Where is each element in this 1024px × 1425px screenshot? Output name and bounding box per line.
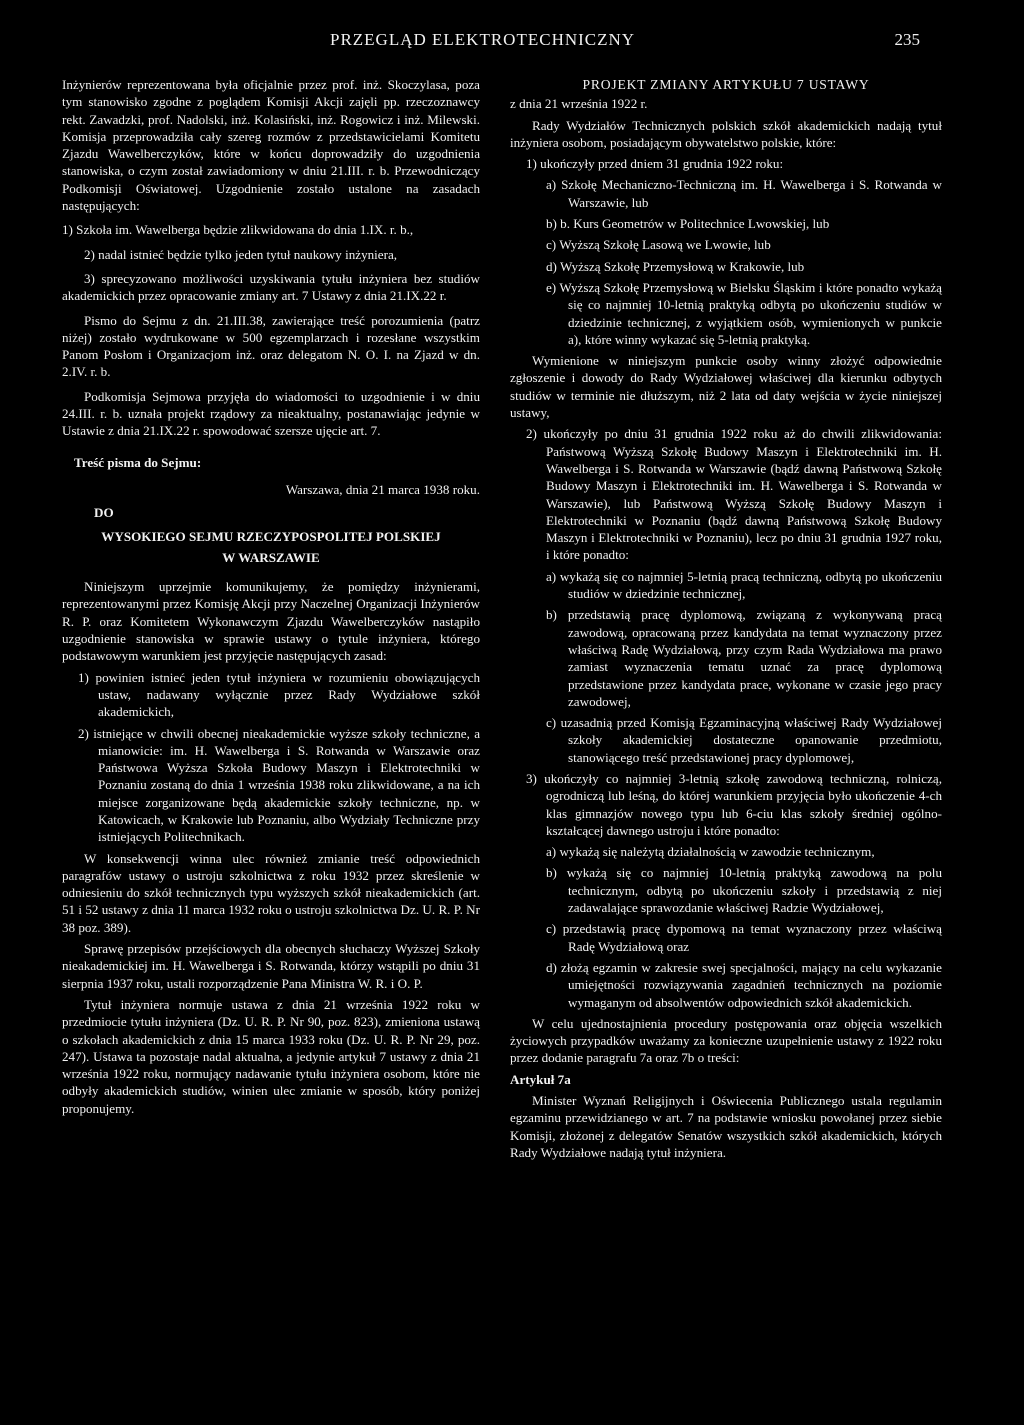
paragraph: Niniejszym uprzejmie komunikujemy, że pomiędzy inżynierami, reprezentowanymi przez Komisję Akcji przy Naczelnej Organizacji Inżynierów R. P. oraz Komitetem Wykonawczym Zjazdu Wawelberczyków nastąpiło uzgodnienie stanowiska w sprawie ustawy o tytule inżyniera, którego podstawowym warunkiem jest przyjęcie następujących zasad: bbox=[62, 579, 480, 664]
list-item: a) Szkołę Mechaniczno-Techniczną im. H. Wawelberga i S. Rotwanda w Warszawie, lub bbox=[546, 177, 942, 210]
letter-date: Warszawa, dnia 21 marca 1938 roku. bbox=[285, 481, 480, 497]
paragraph: Sprawę przepisów przejściowych dla obecnych słuchaczy Wyższej Szkoły nieakademickiej im. H. Wawelberga i S. Rotwanda, którzy wstąpili po dniu 31 sierpnia 1937 roku, ustali rozporządzenie Pana Ministra W. R. i O. P. bbox=[62, 941, 480, 991]
list-item: a) wykażą się co najmniej 5-letnią pracą techniczną, odbytą po ukończeniu studiów w dziedzinie technicznej, bbox=[546, 568, 942, 602]
letter-heading: Treść pisma do Sejmu: bbox=[74, 454, 202, 470]
paragraph: W konsekwencji winna ulec również zmianie treść odpowiednich paragrafów ustawy o ustroju szkolnictwa z roku 1932 przez skreślenie w odniesieniu do szkół technicznych typu wyższych szkół nieakademickich (art. 51 i 52 ustawy z dnia 11 marca 1932 roku o ustroju szkolnictwa Dz. U. R. P. Nr 38 poz. 389). bbox=[62, 850, 480, 935]
list-item: 3) sprecyzowano możliwości uzyskiwania tytułu inżyniera bez studiów akademickich przez opracowanie zmiany art. 7 Ustawy z dnia 21.IX.22 r. bbox=[62, 270, 480, 304]
list-item: b) b. Kurs Geometrów w Politechnice Lwowskiej, lub bbox=[546, 216, 830, 232]
article-heading: Artykuł 7a bbox=[510, 1071, 571, 1087]
paragraph: W celu ujednostajnienia procedury postępowania oraz objęcia wszelkich życiowych przypadków uważamy za konieczne uzupełnienie ustawy z 1922 roku przez dodanie paragrafu 7a oraz 7b o treści: bbox=[510, 1015, 942, 1066]
list-item: 1) Szkoła im. Wawelberga będzie zlikwidowana do dnia 1.IX. r. b., bbox=[62, 222, 414, 238]
list-item: a) wykażą się należytą działalnością w zawodzie technicznym, bbox=[546, 844, 875, 860]
list-item: 1) ukończyły przed dniem 31 grudnia 1922 roku: bbox=[526, 156, 784, 172]
letter-addressee-city: W WARSZAWIE bbox=[222, 549, 320, 565]
list-item: b) przedstawią pracę dyplomową, związaną z wykonywaną pracą zawodową, opracowaną przez kandydata na temat wyznaczony przez właściwą Radę Wydziałową, przy czym Rada Wydziałowa ma prawo zamiast wyznaczenia tematu uznać za pracę dyplomową przedstawione przez kandydata prace, wykonane w czasie jego pracy zawodowej, bbox=[546, 607, 942, 709]
list-item: 2) ukończyły po dniu 31 grudnia 1922 roku aż do chwili zlikwidowania: Państwową Wyższą Szkołę Budowy Maszyn i Elektrotechniki im. H. Wawelberga i S. Rotwanda w Warszawie (bądź dawną Państwową Szkołę Budowy Maszyn i Elektrotechniki im. H. Wawelberga i S. Rotwanda w Warszawie), lub Państwową Wyższą Szkołę Budowy Maszyn i Elektrotechniki w Poznaniu (bądź dawną Państwową Szkołę Budowy Maszyn i Elektrotechniki w Poznaniu), lecz po dniu 31 grudnia 1927 roku, i które ponadto: bbox=[526, 426, 942, 563]
paragraph: Podkomisja Sejmowa przyjęła do wiadomości to uzgodnienie i w dniu 24.III. r. b. uznała projekt rządowy za nieaktualny, postanawiając jedynie w Ustawie z dnia 21.IX.22 r. spowodować szersze ujęcie art. 7. bbox=[62, 388, 480, 439]
list-item: b) wykażą się co najmniej 10-letnią praktyką zawodową na polu technicznym, odbytą po ukończeniu szkoły i przedstawią z niej zadawalające sprawozdanie właściwej Radzie Wydziałowej, bbox=[546, 865, 942, 916]
journal-title: PRZEGLĄD ELEKTROTECHNICZNY bbox=[330, 30, 636, 49]
list-item: c) przedstawią pracę dypomową na temat wyznaczony przez właściwą Radę Wydziałową oraz bbox=[546, 921, 942, 954]
paragraph: Inżynierów reprezentowana była oficjalnie przez prof. inż. Skoczylasa, poza tym stanowisko zgodne z poglądem Komisji Akcji zajęli pp. rzeczoznawcy rekt. Zawadzki, prof. Nadolski, inż. Kolasiński, inż. Rogowicz i inż. Milewski. Komisja przeprowadziła cały szereg rozmów z przedstawicielami Komitetu Zjazdu Wawelberczyków, które w końcu doprowadziły do uzgodnienia stanowiska, o czym został zawiadomiony w dniu 21.III. r. b. Przewodniczący Podkomisji Oświatowej. Uzgodnienie zostało ustalone na zasadach następujących: bbox=[62, 77, 480, 214]
paragraph: Tytuł inżyniera normuje ustawa z dnia 21 września 1922 roku w przedmiocie tytułu inżyniera (Dz. U. R. P. Nr 90, poz. 823), zmieniona ustawą o szkołach akademickich z dnia 15 marca 1933 roku (Dz. U. R. P. Nr 29, poz. 247). Ustawa ta pozostaje nadal aktualna, a jedynie artykuł 7 ustawy z dnia 21 września 1922 roku, normujący nadawanie tytułu inżyniera osobom, które nie odbyły akademickich studiów, winien ulec zmianie w sposób, który poniżej proponujemy. bbox=[62, 996, 480, 1116]
list-item: 1) powinien istnieć jeden tytuł inżyniera w rozumieniu obowiązujących ustaw, nadawany wyłącznie przez Rady Wydziałowe szkół akademickich, bbox=[78, 669, 480, 720]
page-number: 235 bbox=[894, 30, 920, 49]
left-column bbox=[62, 76, 480, 1121]
paragraph: Wymienione w niniejszym punkcie osoby winny złożyć odpowiednie zgłoszenie i dowody do Rady Wydziałowej właściwej dla kierunku odbytych studiów w terminie nie dłuższym, niż 2 lata od daty wejścia w życie niniejszej ustawy, bbox=[510, 353, 942, 421]
list-item: d) Wyższą Szkołę Przemysłową w Krakowie, lub bbox=[546, 258, 805, 274]
right-column bbox=[510, 76, 942, 1165]
letter-to: DO bbox=[94, 505, 114, 521]
paragraph: z dnia 21 września 1922 r. bbox=[510, 96, 648, 112]
list-item: 2) nadal istnieć będzie tylko jeden tytuł naukowy inżyniera, bbox=[84, 246, 398, 262]
list-item: 2) istniejące w chwili obecnej nieakademickie wyższe szkoły techniczne, a mianowicie: im. H. Wawelberga i S. Rotwanda w Warszawie oraz Państwowa Wyższa Szkoła Budowy Maszyn i Elektrotechniki w Poznaniu zostaną do dnia 1 września 1938 roku zlikwidowane, a na ich miejsce zorganizowane będą akademickie szkoły techniczne, np. w Katowicach, w Krakowie lub Poznaniu, albo Wydziały Techniczne przy istniejących Politechnikach. bbox=[78, 725, 480, 845]
paragraph: Pismo do Sejmu z dn. 21.III.38, zawierające treść porozumienia (patrz niżej) zostało wydrukowane w 500 egzemplarzach i rozesłane wszystkim Panom Posłom i Organizacjom inż. oraz delegatom N. O. I. na Zjazd w dn. 2.IV. r. b. bbox=[62, 312, 480, 380]
list-item: 3) ukończyły co najmniej 3-letnią szkołę zawodową techniczną, rolniczą, ogrodniczą lub leśną, do której warunkiem przyjęcia było ukończenie 4-ch klas gimnazjów nowego typu lub 6-ciu klas szkoły średniej ogólno-kształcącej dawnego ustroju i które ponadto: bbox=[526, 770, 942, 838]
letter-addressee: WYSOKIEGO SEJMU RZECZYPOSPOLITEJ POLSKIEJ bbox=[101, 528, 441, 544]
list-item: c) Wyższą Szkołę Lasową we Lwowie, lub bbox=[546, 237, 771, 253]
list-item: e) Wyższą Szkołę Przemysłową w Bielsku Śląskim i które ponadto wykażą się co najmniej 10-letnią praktyką odbytą po ukończeniu studiów w dziedzinie technicznej, z wyjątkiem osób, wymienionych w punkcie a), które winny wykazać się 5-letnią praktyką. bbox=[546, 279, 942, 347]
paragraph: Minister Wyznań Religijnych i Oświecenia Publicznego ustala regulamin egzaminu przewidzianego w art. 7 na podstawie wniosku powołanej przez siebie Komisji, złożonej z delegatów Senatów wszystkich szkół akademickich, których Rady Wydziałowe nadają tytuł inżyniera. bbox=[510, 1093, 942, 1160]
list-item: d) złożą egzamin w zakresie swej specjalności, mający na celu wykazanie umiejętności rozwiązywania zagadnień technicznych na poziomie wymaganym od absolwentów odpowiednich szkół akademickich. bbox=[546, 959, 942, 1010]
list-item: c) uzasadnią przed Komisją Egzaminacyjną właściwej Rady Wydziałowej szkoły akademickiej dostateczne opanowanie przedmiotu, stanowiącego treść przedstawionej pracy dyplomowej, bbox=[546, 715, 942, 765]
section-title: PROJEKT ZMIANY ARTYKUŁU 7 USTAWY bbox=[582, 77, 870, 92]
page-header bbox=[0, 30, 1024, 56]
paragraph: Rady Wydziałów Technicznych polskich szkół akademickich nadają tytuł inżyniera osobom, posiadającym obywatelstwo polskie, które: bbox=[510, 117, 942, 150]
